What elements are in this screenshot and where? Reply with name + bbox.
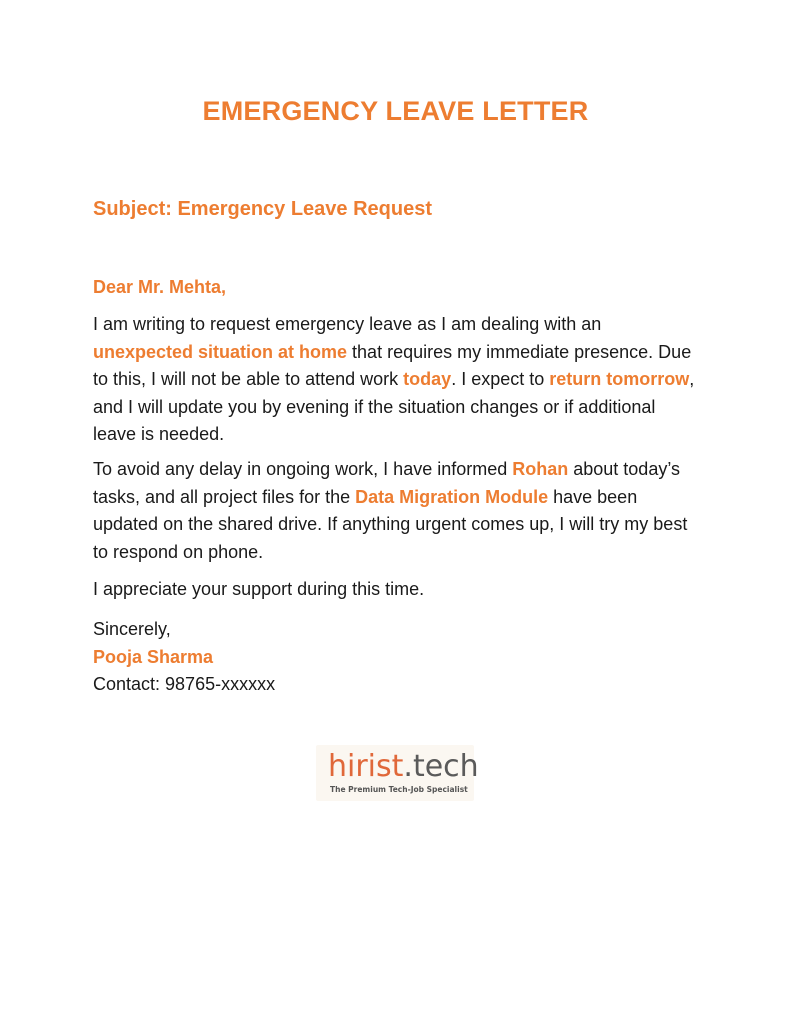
paragraph-handover: [93, 456, 703, 566]
signature-name: Pooja Sharma: [93, 646, 214, 667]
text-segment: . I expect to: [451, 369, 550, 389]
logo-wordmark: [328, 749, 479, 784]
hirist-tech-logo: [316, 745, 479, 801]
paragraph-request: [93, 311, 703, 449]
closing-text: Sincerely,: [93, 619, 171, 639]
subject-line: Subject: Emergency Leave Request: [93, 198, 433, 220]
signature-block: [93, 616, 275, 699]
paragraph-appreciation: [93, 576, 703, 604]
text-segment: To avoid any delay in ongoing work, I have informed: [93, 459, 513, 479]
text-segment: I appreciate your support during this time.: [93, 579, 425, 599]
text-segment: I am writing to request emergency leave as I am dealing with an: [93, 314, 602, 334]
logo-brand-part2: .tech: [403, 749, 479, 784]
highlight-module: Data Migration Module: [355, 486, 549, 507]
highlight-rohan: Rohan: [512, 459, 569, 479]
logo-tagline: The Premium Tech-Job Specialist: [330, 785, 468, 794]
text-segment: that requires my immediate presence. Due to this, I will not be able to attend work: [93, 341, 692, 389]
text-segment: , and I will update you by evening if the situation changes or if additional leave is needed.: [93, 369, 695, 444]
contact-info: Contact: 98765-xxxxxx: [93, 674, 276, 694]
highlight-return: return tomorrow: [549, 369, 690, 389]
greeting: Dear Mr. Mehta,: [93, 277, 227, 297]
highlight-today: today: [403, 369, 452, 389]
document-title: EMERGENCY LEAVE LETTER: [202, 96, 589, 126]
text-segment: about today’s tasks, and all project files for the: [93, 459, 681, 507]
text-segment: have been updated on the shared drive. If anything urgent comes up, I will try my best to respond on phone.: [93, 486, 688, 562]
logo-brand-part1: hirist: [328, 749, 404, 784]
highlight-situation: unexpected situation at home: [93, 341, 348, 362]
